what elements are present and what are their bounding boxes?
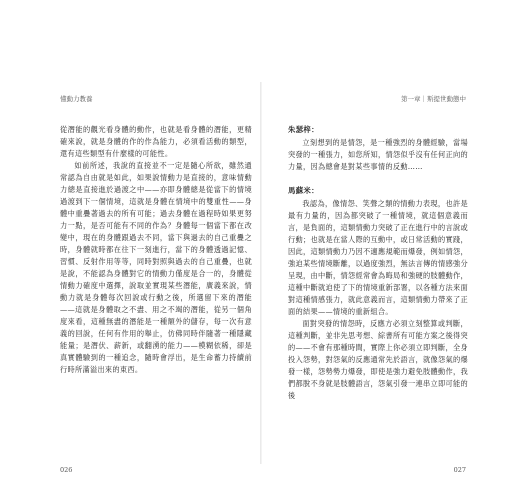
page-number-right: 027 [453, 466, 466, 474]
running-header-left: 懂動力教養 [60, 95, 93, 103]
page-number-left: 026 [60, 466, 73, 474]
body-paragraph: 從潛能的觀光看身體的動作，也就是看身體的潛能，更精確來說，就是身體的作的作為能力，必須看活動的類型，還有這些類型有什麼樣的可能性。 [60, 125, 252, 158]
speaker-label: 朱瑟梓： [288, 125, 319, 134]
dialogue-block [288, 124, 468, 173]
body-paragraph: 如前所述，我說的直接並不一定是隨心所欲，雖然通常認為自由就是如此，如果說情動力是直接的，意味情動力總是直接進於過渡之中——亦即身體總是從當下的情境過渡到下一個情境，這就是身體在情境中的雙重性——身體中重疊著過去的所有可能；過去身體在過程時如果更努力一點，是否可能有不同的作為？身體每一個當下都在改變中，現在的身體跟過去不同，當下與過去的自己重疊之時，身體就時都在往下一刻進行，當下的身體透過記憶、習慣、反射作用等等，同時對照與過去的自己重疊，也就是說，不能認為身體對它的情動力僅度是合一的，身體從情動力確度中選擇，說取並實現某些潛能，廣義來說，情動力就是身體每次回說或行動之後，所選留下來的潛能——這就是身體取之不盡、用之不竭的潛能，從另一個角度來看，這種無盡的潛能是一種額外的儲存，每一次有意義的回說，任何有作用的舉止，仿佛同時伴隨著一種隱藏能量；是潛伏、薪新，或翻湧的能力——模糊依稀，卻是真實體驗到的一種追念，隨時會浮出，是生命蓄力持續前行時所滿溢出來的東西。 [60, 161, 252, 374]
dialogue-block [288, 185, 468, 402]
book-gutter [260, 82, 262, 464]
body-paragraph: 面對突發的情怨時，反應方必須立刻整算或判斷，這種判斷，並非先思考想、綜書所有可能方案之後得突的——不會有那種時間，實際上你必須立即判斷，全身投入怨勢，對怨氣的反應通常先於語言，就像怨氣的爆發一樣，怨勢勢力爆發，即使是強力避免肢體動作，我們都脫不身就是肢體語言，怨氣引發一連串立即可能的後 [288, 319, 468, 400]
body-paragraph: 我認為，像情怨、笑聲之類的情動力表現，也許是最有力量的，因為都突破了一種情境，就這個意義而言，是負面的，這類情動力突破了正在進行中的言說或行動；也就是在當人際的互動中，或日常活動的實踐，因此，這類情動力乃因不適應規範而爆發，例如情怨，強迫某些情境斷離，以過度強烈，無法言傳的情感強分呈現，由中斷，情怨經常會為晦局和強硬的肢體動作，這種中斷就迫使了下的情境重新部署，以各種方法來面對這種情感張力，就此意義而言，這類情動力帶來了正面的結果——情境的重新組合。 [288, 199, 468, 316]
running-header-right: 第一章｜斯提世動態中 [401, 95, 466, 103]
left-page-body [60, 124, 252, 376]
right-page-body [288, 124, 468, 414]
speaker-label: 馬蘇米： [288, 186, 319, 195]
body-paragraph: 立刻想到的是情怨，是一種強烈的身體經驗，當場突發的一種張力，如您所知，情怨似乎沒有任何正向的力量，因為總會是對某些事情的反動…… [288, 138, 468, 171]
